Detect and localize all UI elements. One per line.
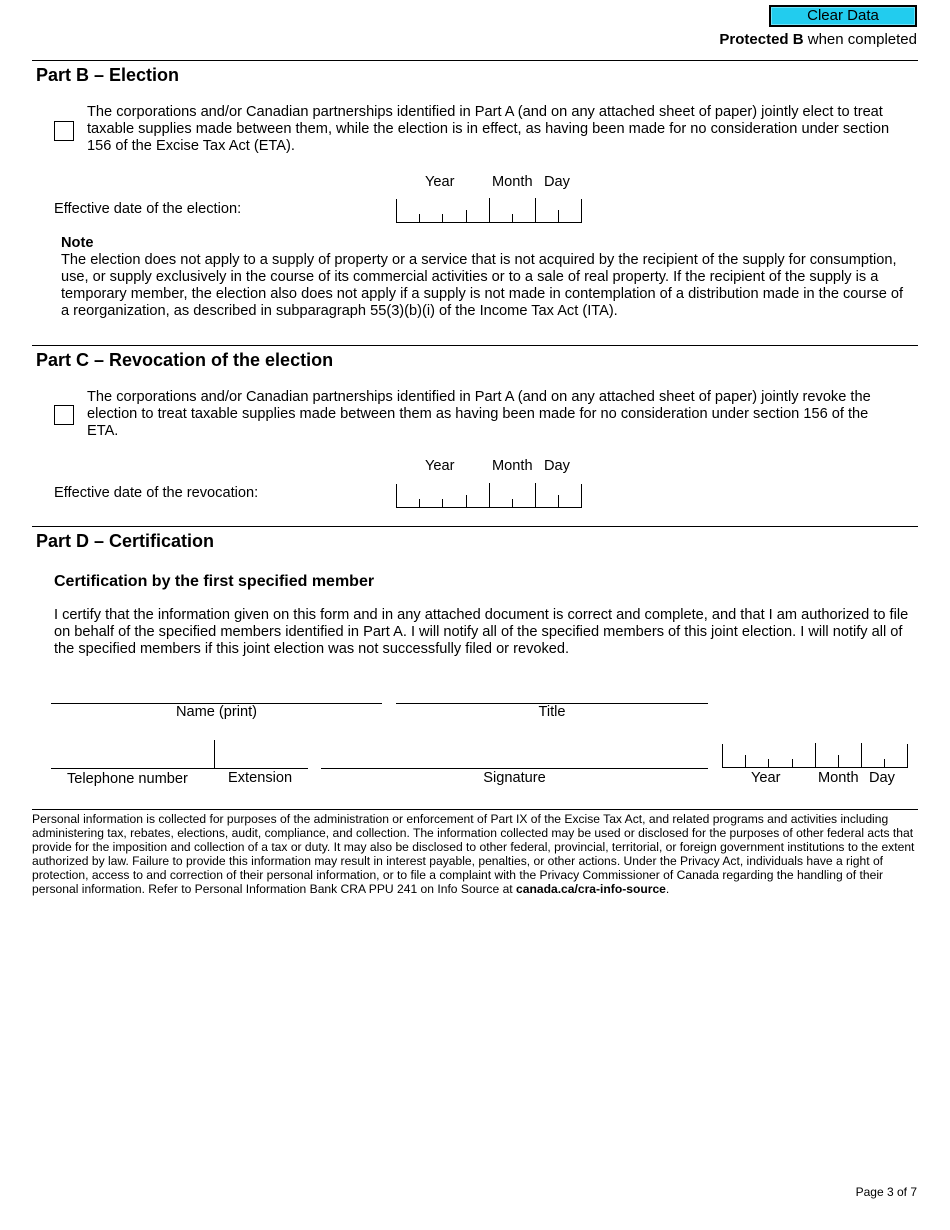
part-b-text: The corporations and/or Canadian partnerships identified in Part A (and on any attached sheet of paper) jointly elect to treat taxable supplies made between them, while the election is in effect, as having been made for no consideration under section 156 of the Excise Tax Act (ETA). — [87, 104, 890, 154]
telephone-field[interactable] — [51, 740, 214, 769]
divider — [32, 526, 918, 527]
signature-field[interactable] — [321, 768, 708, 769]
divider — [32, 345, 918, 346]
date-tick — [745, 755, 746, 767]
date-tick — [466, 495, 467, 507]
date-tick — [419, 499, 420, 507]
date-tick — [558, 495, 559, 507]
signature-label: Signature — [483, 770, 546, 786]
certification-day-label: Day — [869, 770, 895, 786]
date-separator — [489, 483, 490, 507]
date-tick — [792, 759, 793, 767]
revocation-date-label: Effective date of the revocation: — [54, 485, 259, 501]
extension-field[interactable] — [215, 740, 308, 769]
revocation-checkbox[interactable] — [54, 405, 74, 425]
revocation-day-label: Day — [544, 458, 570, 474]
certification-text: I certify that the information given on this form and in any attached document is correct and complete, and that I am authorized to file on behalf of the specified members identified in Part A. I will notify all of the specified members of this joint election. I will notify all of the specified members if this joint election was not successfully filed or revoked. — [54, 607, 909, 657]
date-separator — [489, 198, 490, 222]
election-day-label: Day — [544, 174, 570, 190]
extension-label: Extension — [228, 770, 293, 786]
divider — [32, 60, 918, 61]
election-date-label: Effective date of the election: — [54, 201, 242, 217]
note-title: Note — [61, 235, 94, 251]
revocation-date-input[interactable] — [396, 484, 582, 508]
telephone-label: Telephone number — [67, 771, 188, 787]
date-tick — [558, 210, 559, 222]
date-separator — [815, 743, 816, 767]
election-year-label: Year — [425, 174, 455, 190]
revocation-month-label: Month — [492, 458, 533, 474]
info-source-link[interactable]: canada.ca/cra-info-source — [516, 882, 666, 896]
privacy-text: Personal information is collected for purposes of the administration or enforcement of Part IX of the Excise Tax Act, and related programs and activities including administering tax, rebates, elections, audit, compliance, and collection. The information collected may be used or disclosed for the purposes of other federal acts that provide for the imposition and collection of a tax or duty. It may also be disclosed to other federal, provincial, territorial, or foreign government institutions to the extent authorized by law. Failure to provide this information may result in interest payable, penalties, or other actions. Under the Privacy Act, individuals have a right of protection, access to and correction of their personal information, or to file a complaint with the Privacy Commissioner of Canada regarding the handling of their personal information. Refer to Personal Information Bank CRA PPU 241 on Info Source at — [32, 812, 915, 896]
clear-data-button[interactable]: Clear Data — [769, 5, 917, 27]
date-tick — [768, 759, 769, 767]
date-separator — [535, 198, 536, 222]
protected-b-bold: Protected B — [719, 31, 804, 48]
privacy-notice — [32, 812, 920, 896]
certification-date-input[interactable] — [722, 744, 908, 768]
election-checkbox[interactable] — [54, 121, 74, 141]
divider — [32, 809, 918, 810]
privacy-end: . — [665, 882, 670, 896]
date-tick — [442, 499, 443, 507]
election-date-input[interactable] — [396, 199, 582, 223]
page-number: Page 3 of 7 — [855, 1185, 917, 1199]
part-b-title: Part B – Election — [36, 65, 180, 85]
date-tick — [838, 755, 839, 767]
date-separator — [861, 743, 862, 767]
note-text: The election does not apply to a supply of property or a service that is not acquired by the recipient of the supply for consumption, use, or supply exclusively in the course of its commercial activities or to a sale of real property. If the recipient of the supply is a temporary member, the election also does not apply if a supply is not made in contemplation of a distribution made in the course of a reorganization, as described in subparagraph 55(3)(b)(i) of the Income Tax Act (ITA). — [61, 252, 904, 319]
protected-b-label — [719, 31, 917, 48]
date-tick — [884, 759, 885, 767]
name-label: Name (print) — [175, 704, 258, 720]
part-c-title: Part C – Revocation of the election — [36, 350, 334, 370]
part-d-title: Part D – Certification — [36, 531, 215, 551]
date-tick — [442, 214, 443, 222]
revocation-year-label: Year — [425, 458, 455, 474]
certification-year-label: Year — [751, 770, 781, 786]
date-tick — [419, 214, 420, 222]
part-c-text: The corporations and/or Canadian partnerships identified in Part A (and on any attached sheet of paper) jointly revoke the election to treat taxable supplies made between them as having been made for no consideration under section 156 of the ETA. — [87, 389, 871, 439]
election-month-label: Month — [492, 174, 533, 190]
title-label: Title — [538, 704, 566, 720]
date-tick — [512, 499, 513, 507]
date-separator — [535, 483, 536, 507]
certification-month-label: Month — [818, 770, 859, 786]
protected-b-suffix: when completed — [803, 31, 917, 48]
date-tick — [512, 214, 513, 222]
date-tick — [466, 210, 467, 222]
certification-subtitle: Certification by the first specified member — [54, 573, 375, 590]
